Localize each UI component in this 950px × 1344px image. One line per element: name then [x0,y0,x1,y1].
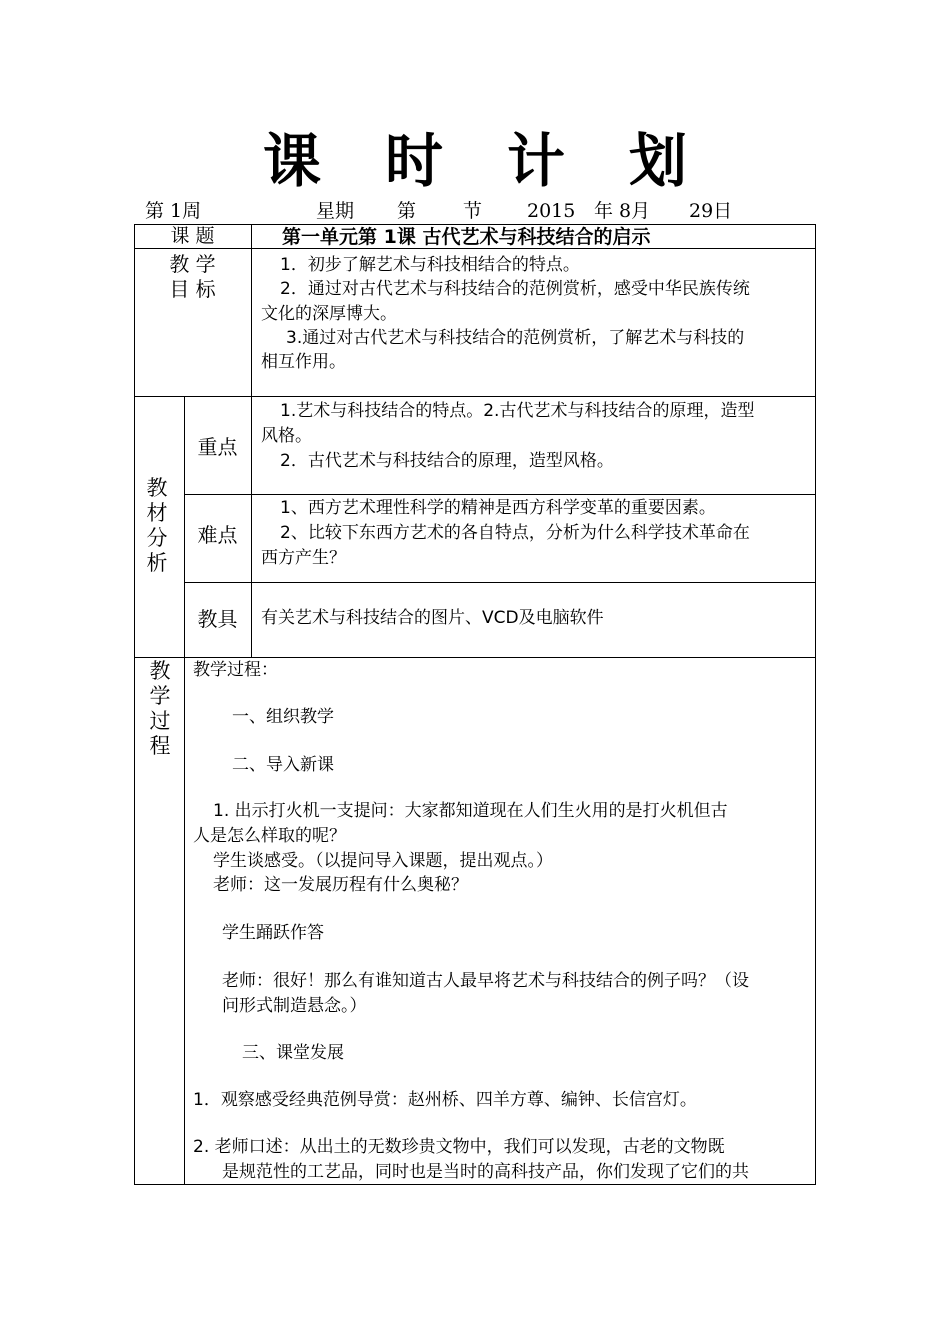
process-line: 二、导入新课 [232,755,334,775]
year: 2015 [527,200,576,222]
process-label-char: 过 [149,709,171,733]
process-label-char: 学 [149,684,171,708]
analysis-label-char: 析 [146,551,168,575]
difficulty-line: 西方产生？ [261,548,346,568]
process-line: 人是怎么样取的呢？ [193,826,346,846]
table-rule [184,582,816,583]
key-points-label: 重点 [197,435,238,459]
goals-label-line1: 教 学 [169,252,216,276]
title-char: 课 [262,127,321,195]
process-line: 学生踊跃作答 [222,923,324,943]
date-line [145,198,825,224]
analysis-label-char: 教 [146,476,168,500]
goal-line: 相互作用。 [261,352,346,372]
process-line: 老师：这一发展历程有什么奥秘？ [213,875,468,895]
goal-line: 1．初步了解艺术与科技相结合的特点。 [280,255,580,275]
analysis-label-char: 分 [146,526,168,550]
process-line: 教学过程： [193,660,278,680]
goals-label-line2: 目 标 [169,277,216,301]
table-border-left [134,224,135,1185]
process-line: 学生谈感受。（以提问导入课题，提出观点。） [213,851,553,871]
title-char: 计 [507,127,566,195]
process-label-char: 教 [149,659,171,683]
process-label-char: 程 [149,734,171,758]
analysis-label-char: 材 [146,501,168,525]
table-rule [184,396,185,1185]
tools-value: 有关艺术与科技结合的图片、VCD及电脑软件 [261,608,604,628]
day: 29日 [689,200,733,222]
week: 第 1周 [145,200,202,222]
tools-label: 教具 [197,607,238,631]
subject-label: 课 题 [170,225,215,247]
month: 年 8月 [594,200,651,222]
process-line: 老师：很好！那么有谁知道古人最早将艺术与科技结合的例子吗？（设 [222,971,749,991]
goal-line: 3.通过对古代艺术与科技结合的范例赏析，了解艺术与科技的 [286,328,745,348]
key-point-line: 2．古代艺术与科技结合的原理，造型风格。 [280,451,614,471]
difficulties-label: 难点 [197,523,238,547]
session-jie: 节 [463,200,483,222]
title-char: 时 [384,127,443,195]
page-title [135,126,815,196]
process-line: 三、课堂发展 [242,1043,344,1063]
goal-line: 文化的深厚博大。 [261,304,397,324]
difficulty-line: 1、西方艺术理性科学的精神是西方科学变革的重要因素。 [280,498,716,518]
process-line: 一、组织教学 [232,707,334,727]
process-line: 2. 老师口述：从出土的无数珍贵文物中，我们可以发现，古老的文物既 [193,1137,725,1157]
process-line: 是规范性的工艺品，同时也是当时的高科技产品，你们发现了它们的共 [222,1162,749,1182]
key-point-line: 风格。 [261,426,312,446]
table-rule [184,494,816,495]
process-line: 问形式制造悬念。） [222,996,367,1016]
subject-value: 第一单元第 1课 古代艺术与科技结合的启示 [282,226,651,248]
table-border-right [815,224,816,1185]
process-line: 1. 出示打火机一支提问：大家都知道现在人们生火用的是打火机但古 [213,801,728,821]
title-char: 划 [629,127,688,195]
table-rule [134,396,816,397]
key-point-line: 1.艺术与科技结合的特点。2.古代艺术与科技结合的原理，造型 [280,401,755,421]
table-rule [251,224,252,658]
process-line: 1．观察感受经典范例导赏：赵州桥、四羊方尊、编钟、长信宫灯。 [193,1090,697,1110]
difficulty-line: 2、比较下东西方艺术的各自特点，分析为什么科学技术革命在 [280,523,750,543]
goal-line: 2．通过对古代艺术与科技结合的范例赏析，感受中华民族传统 [280,279,750,299]
session-di: 第 [397,200,417,222]
weekday-label: 星期 [316,200,355,222]
